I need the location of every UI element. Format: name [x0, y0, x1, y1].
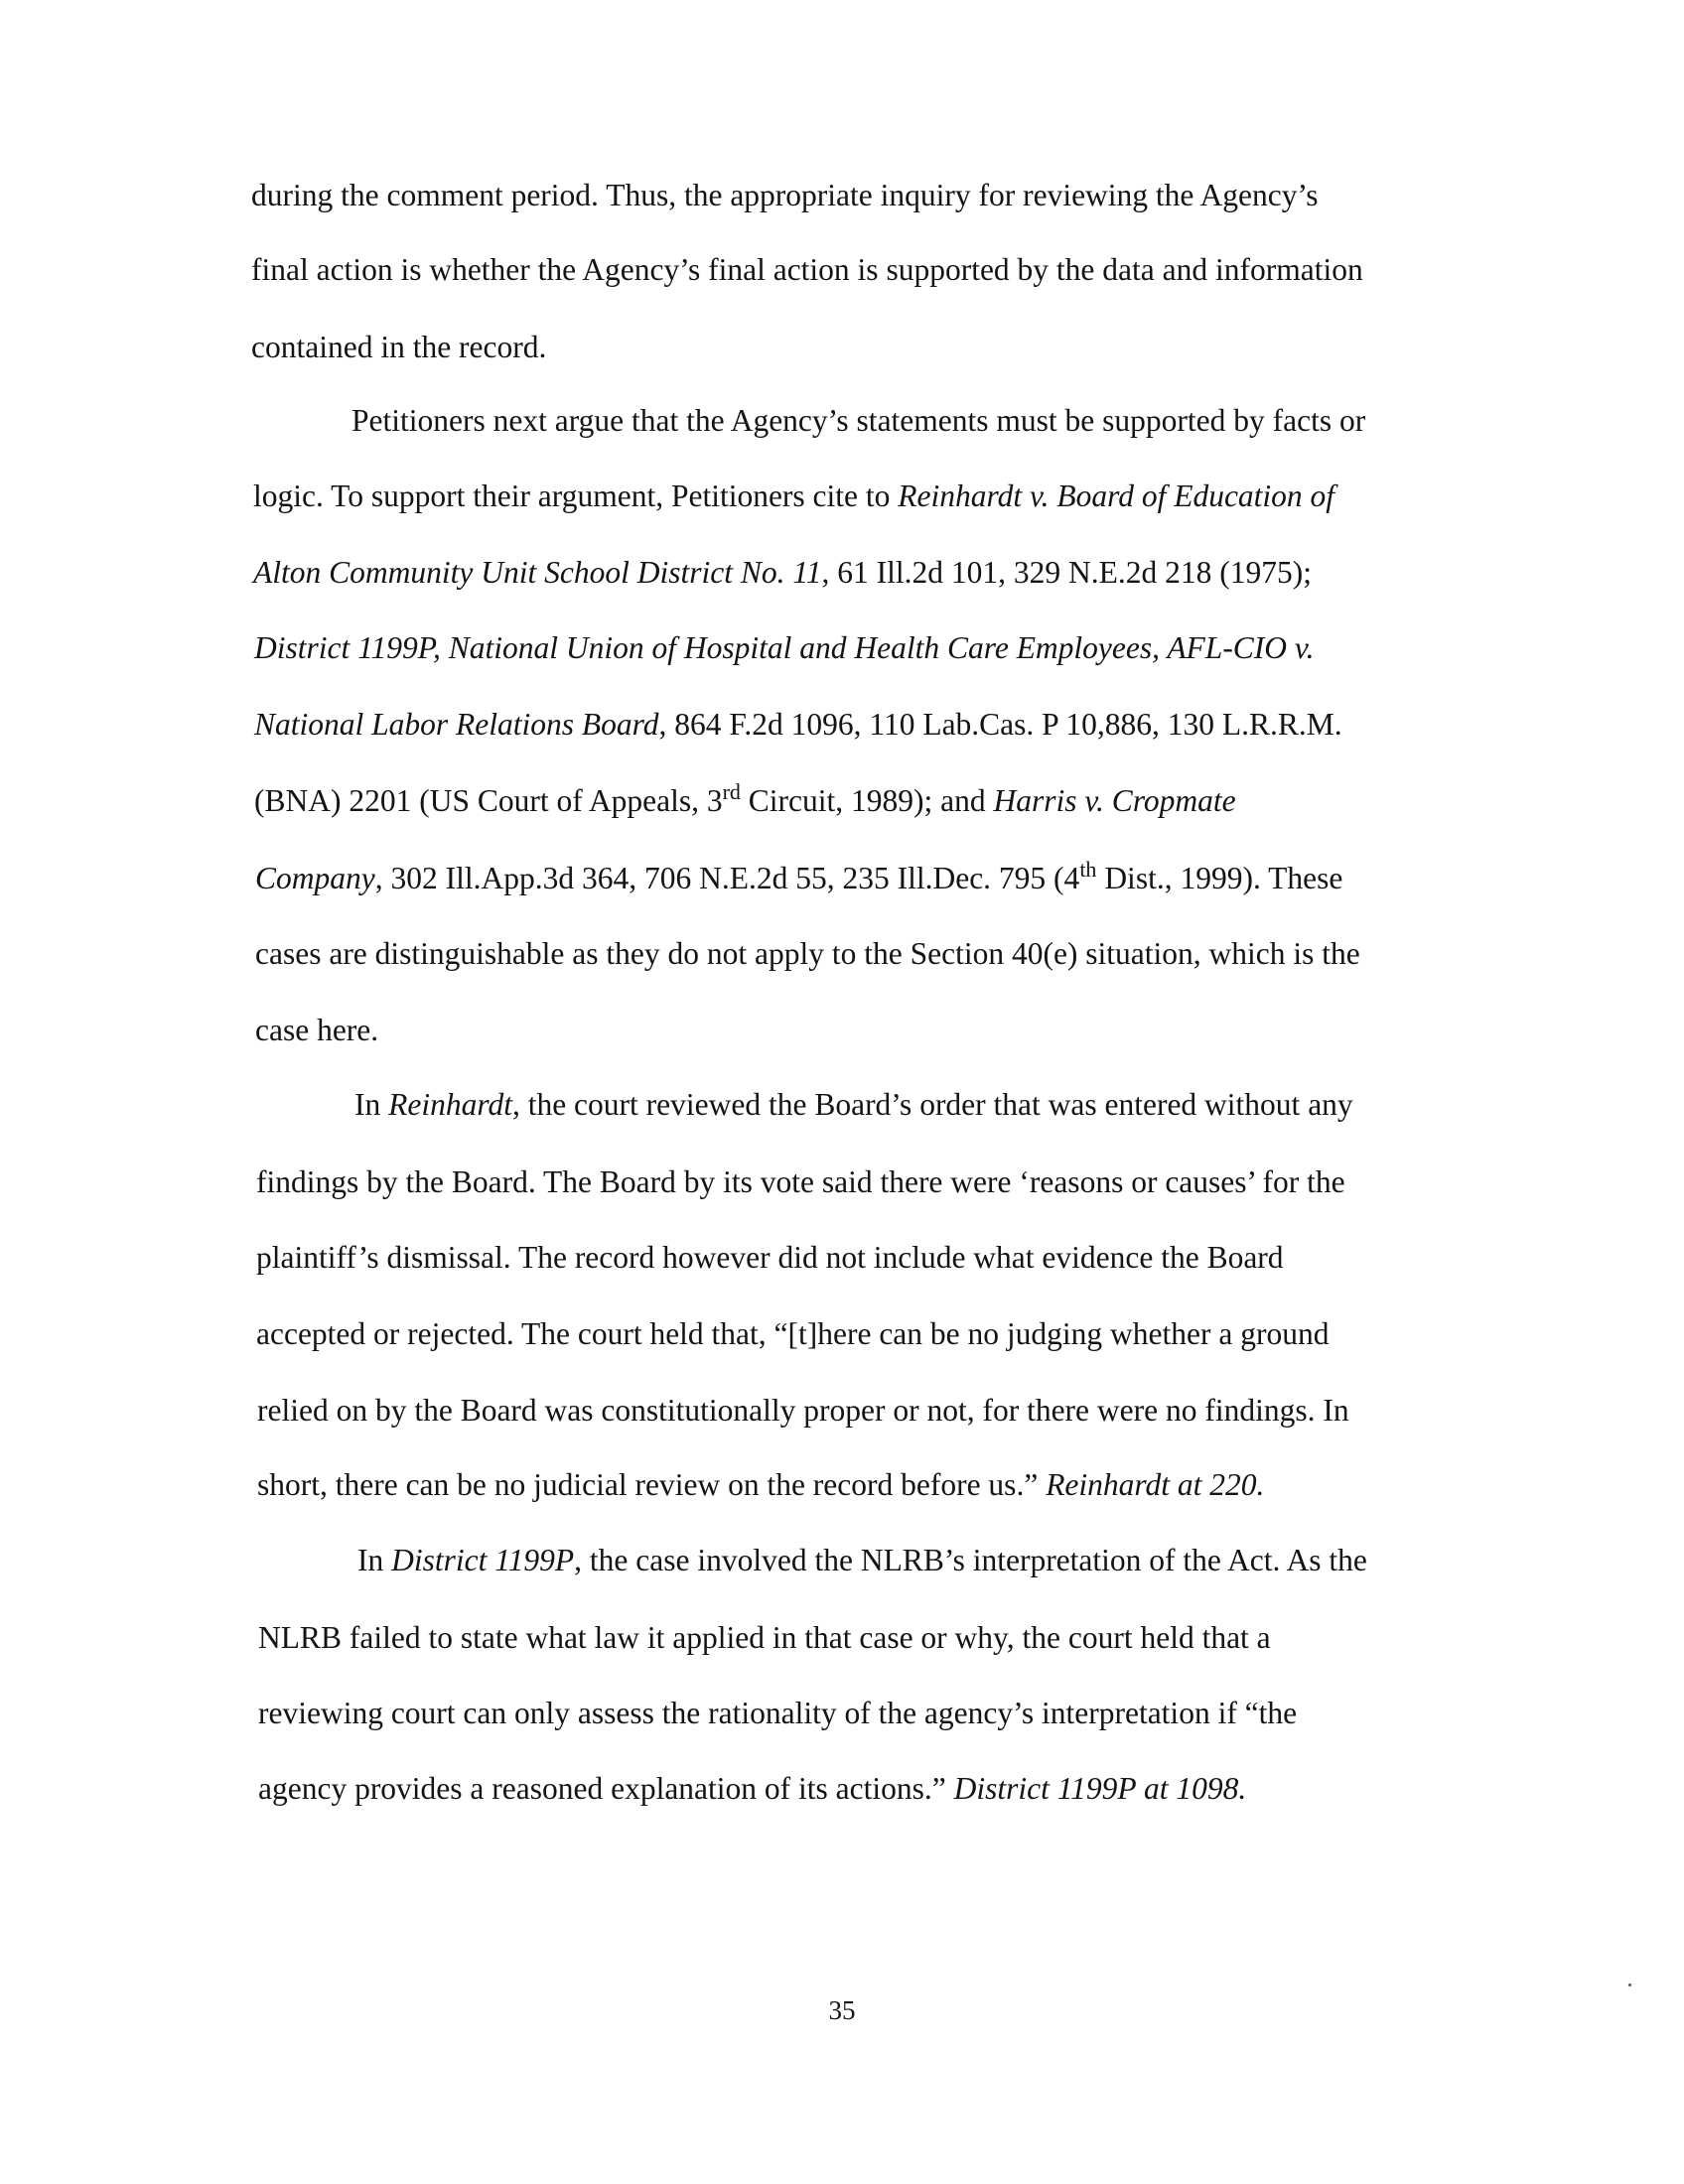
text-line: findings by the Board. The Board by its vote said there were ‘reasons or causes’ for the [256, 1164, 1345, 1199]
text-line: case here. [255, 1013, 379, 1047]
text-line: In District 1199P, the case involved the NLRB’s interpretation of the Act. As the [357, 1543, 1367, 1577]
text-line: contained in the record. [251, 330, 547, 364]
text-line: In Reinhardt, the court reviewed the Board’s order that was entered without any [354, 1087, 1353, 1122]
text-line: reviewing court can only assess the rationality of the agency’s interpretation if “the [258, 1696, 1298, 1730]
page-number: 35 [828, 1995, 856, 2025]
case-citation: District 1199P [391, 1543, 575, 1577]
case-citation: Company [255, 861, 375, 895]
text-line [254, 629, 1314, 667]
case-citation: District 1199P at 1098. [953, 1771, 1247, 1806]
case-citation: Reinhardt at 220. [1046, 1467, 1265, 1502]
text-line: National Labor Relations Board, 864 F.2d 1096, 110 Lab.Cas. P 10,886, 130 L.R.R.M. [254, 707, 1342, 742]
text-line: during the comment period. Thus, the appropriate inquiry for reviewing the Agency’s [251, 178, 1319, 212]
text-line: final action is whether the Agency’s final action is supported by the data and information [251, 252, 1363, 287]
case-citation: Alton Community Unit School District No. 11 [253, 555, 822, 590]
case-citation: Reinhardt v. Board of Education of [898, 478, 1335, 513]
case-citation: Reinhardt [388, 1087, 512, 1122]
text-line: accepted or rejected. The court held that, “[t]here can be no judging whether a ground [256, 1316, 1330, 1351]
text-line: (BNA) 2201 (US Court of Appeals, 3rd Circuit, 1989); and Harris v. Cropmate [254, 779, 1236, 818]
text-line: Alton Community Unit School District No. 11, 61 Ill.2d 101, 329 N.E.2d 218 (1975); [253, 555, 1312, 590]
text-line: cases are distinguishable as they do not apply to the Section 40(e) situation, which is the [255, 936, 1360, 971]
case-citation: District 1199P, National Union of Hospital and Health Care Employees, AFL-CIO v. [254, 630, 1315, 665]
text-line: agency provides a reasoned explanation of its actions.” District 1199P at 1098. [258, 1771, 1247, 1806]
scan-speck [1628, 1983, 1631, 1986]
text-line: relied on by the Board was constitutionally proper or not, for there were no findings. In [257, 1393, 1349, 1428]
text-line: Petitioners next argue that the Agency’s statements must be supported by facts or [351, 403, 1366, 438]
ordinal-superscript: rd [722, 779, 741, 804]
ordinal-superscript: th [1079, 857, 1097, 882]
case-citation: Harris v. Cropmate [993, 783, 1236, 818]
text-line: NLRB failed to state what law it applied in that case or why, the court held that a [258, 1620, 1271, 1655]
text-line: Company, 302 Ill.App.3d 364, 706 N.E.2d 55, 235 Ill.Dec. 795 (4th Dist., 1999). These [255, 857, 1343, 895]
text-line: short, there can be no judicial review on the record before us.” Reinhardt at 220. [257, 1467, 1265, 1502]
case-citation: National Labor Relations Board [254, 707, 659, 742]
text-line: plaintiff’s dismissal. The record however did not include what evidence the Board [256, 1240, 1284, 1275]
text-line: logic. To support their argument, Petitioners cite to Reinhardt v. Board of Education of [253, 478, 1335, 513]
